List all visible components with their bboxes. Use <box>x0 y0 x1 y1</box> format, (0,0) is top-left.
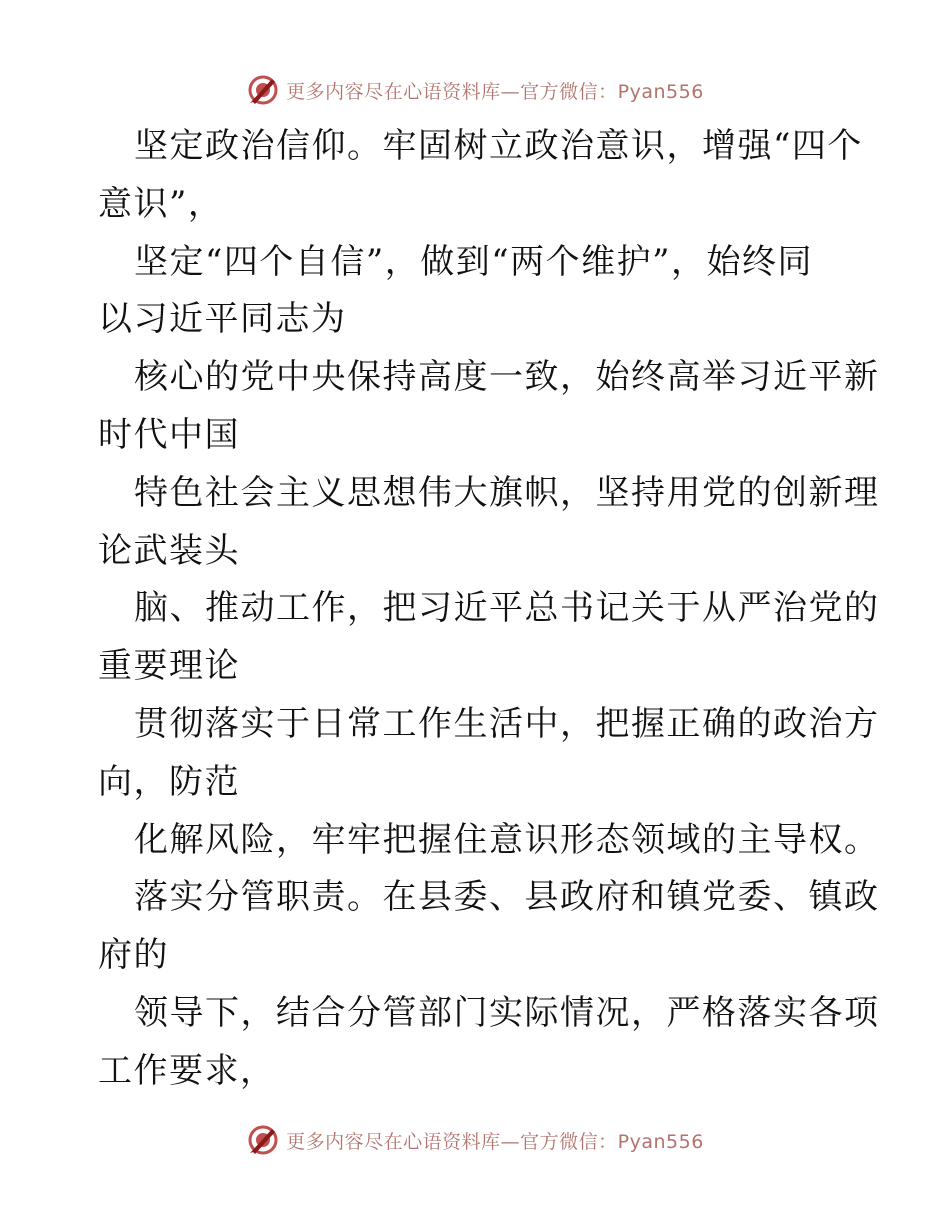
text-line: 以习近平同志为 <box>98 299 347 340</box>
text-line: 意识”， <box>98 183 224 224</box>
text-line: 工作要求， <box>98 1050 276 1091</box>
text-line: 时代中国 <box>98 414 240 455</box>
text-line: 落实分管职责。在县委、县政府和镇党委、镇政 <box>134 877 880 918</box>
text-line: 贯彻落实于日常工作生活中，把握正确的政治方 <box>134 703 880 744</box>
document-body <box>98 118 880 1101</box>
text-line: 向，防范 <box>98 761 240 802</box>
text-line: 重要理论 <box>98 646 240 687</box>
text-line: 论武装头 <box>98 530 240 571</box>
watermark-text: 更多内容尽在心语资料库—官方微信：Pyan556 <box>286 80 704 103</box>
pen-logo-icon <box>246 73 280 107</box>
pen-logo-icon <box>246 1123 280 1157</box>
text-line: 化解风险，牢牢把握住意识形态领域的主导权。 <box>134 819 880 860</box>
header-watermark <box>0 70 950 110</box>
text-line: 核心的党中央保持高度一致，始终高举习近平新 <box>134 357 880 398</box>
footer-watermark <box>0 1120 950 1160</box>
text-line: 府的 <box>98 935 169 976</box>
text-line: 坚定政治信仰。牢固树立政治意识，增强“四个 <box>134 126 863 166</box>
text-line: 脑、推动工作，把习近平总书记关于从严治党的 <box>134 588 880 629</box>
text-line: 坚定“四个自信”，做到“两个维护”，始终同 <box>134 241 814 282</box>
text-line: 特色社会主义思想伟大旗帜，坚持用党的创新理 <box>134 472 880 513</box>
text-line: 领导下，结合分管部门实际情况，严格落实各项 <box>134 992 880 1033</box>
watermark-text: 更多内容尽在心语资料库—官方微信：Pyan556 <box>286 1130 704 1153</box>
